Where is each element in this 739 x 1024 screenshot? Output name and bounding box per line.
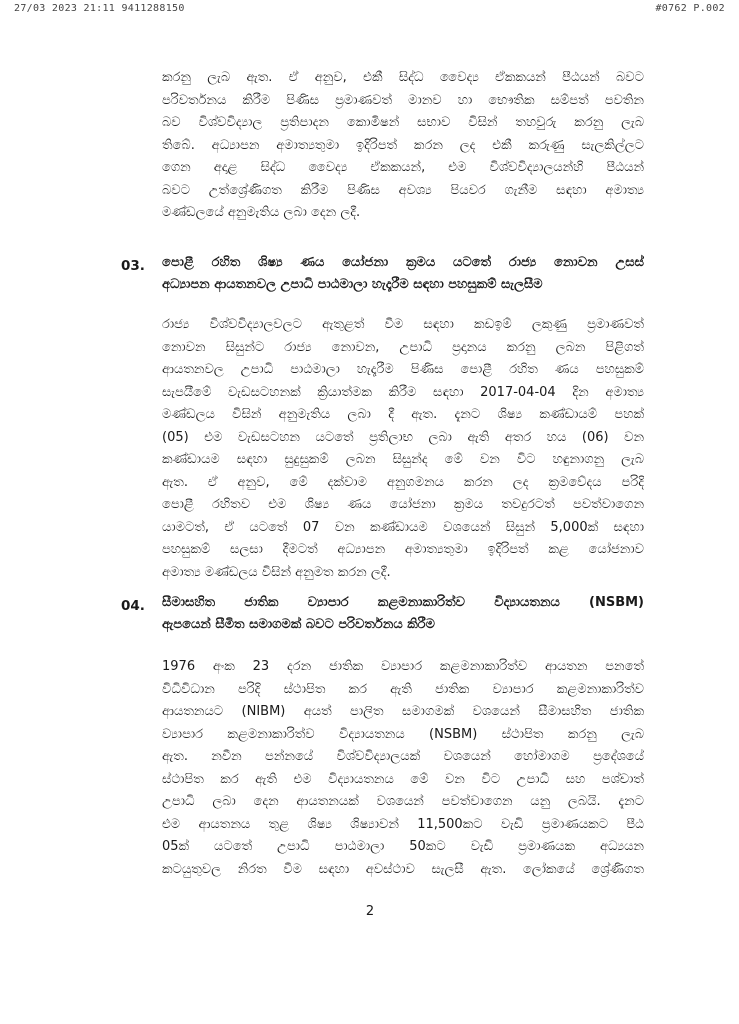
text-line: මණ්ඩලයේ අනුමැතිය ලබා දෙන ලදී. xyxy=(162,205,361,220)
text-line: ගෙන අදාළ සිද්ධ වෛද්‍ය ඒකකයන්, එම විශ්වවිද්‍යාලයන්හි පීඨයන් xyxy=(162,160,644,175)
section-number: 03. xyxy=(121,258,145,274)
fax-header xyxy=(14,3,725,17)
text-line: ආයතනයට (NIBM) අයත් පාලිත සමාගමක් වශයෙන් සීමාසහිත ජාතික xyxy=(162,704,644,719)
intro-paragraph xyxy=(162,67,644,225)
text-line: පොළී රහිතව එම ශිෂ්‍ය ණය යෝජනා ක්‍රමය තවදුරටත් පවත්වාගෙන xyxy=(162,497,644,512)
text-line: විධිවිධාන පරිදි ස්ථාපිත කර ඇති ජාතික ව්‍යාපාර කළමනාකාරිත්ව xyxy=(162,681,644,697)
section-number: 04. xyxy=(121,598,145,614)
text-line: රාජ්‍ය විශ්වවිද්‍යාලවලට ඇතුළත් වීම සඳහා කඩඉම් ලකුණු ප්‍රමාණවත් xyxy=(162,317,644,332)
title-line: සීමාසහිත ජාතික ව්‍යාපාර කළමනාකාරිත්ව විද්‍යායතනය (NSBM) xyxy=(162,595,644,610)
title-line: පොළී රහිත ශිෂ්‍ය ණය යෝජනා ක්‍රමය යටතේ රාජ්‍ය නොවන උසස් xyxy=(162,255,644,270)
section-body xyxy=(162,314,644,584)
text-line: කණ්ඩායම සඳහා සුදුසුකම් ලබන සිසුන්ද මේ වන විට හඳුනාගනු ලැබ xyxy=(162,452,644,467)
text-line: ව්‍යාපාර කළමනාකාරිත්ව විද්‍යායතනය (NSBM) ස්ථාපිත කරනු ලැබ xyxy=(162,726,644,742)
page-number: 2 xyxy=(365,904,375,919)
text-line: එම ආයතනය තුළ ශිෂ්‍ය ශිෂ්‍යාවන් 11,500කට වැඩි ප්‍රමාණයකට පීඨ xyxy=(162,816,644,832)
text-line: යාමටත්, ඒ යටතේ 07 වන කණ්ඩායම වශයෙන් සිසුන් 5,000ක් සඳහා xyxy=(162,519,644,535)
text-line: නොවන සිසුන්ට රාජ්‍ය නොවන, උපාධි ප්‍රදානය කරනු ලබන පිළිගත් xyxy=(162,339,644,355)
section-title xyxy=(162,252,644,296)
text-line: කරනු ලැබ ඇත. ඒ අනුව, එකී සිද්ධ වෛද්‍ය ඒකකයන් පීඨයන් බවට xyxy=(162,70,644,85)
text-line: තිබේ. අධ්‍යාපන අමාත්‍යතුමා ඉදිරිපත් කරන ලද එකී කරුණු සැලකිල්ලට xyxy=(162,137,644,153)
section-body xyxy=(162,656,644,881)
text-line: පරිවර්තනය කිරීම පිණිස ප්‍රමාණවත් මානව හා භෞතික සම්පත් පවතින xyxy=(162,92,644,108)
fax-timestamp: 27/03 2023 21:11 9411288150 xyxy=(14,3,185,14)
text-line: ඇත. නවීන පන්නයේ විශ්වවිද්‍යාලයක් වශයෙන් හෝමාගම ප්‍රදේශයේ xyxy=(162,749,644,764)
fax-page-ref: #0762 P.002 xyxy=(655,3,725,14)
text-line: බවට උත්ශ්‍රේණිගත කිරීම පිණිස අවශ්‍ය පියවර ගැනීම සඳහා අමාත්‍ය xyxy=(162,182,644,198)
text-line: බව විශ්වවිද්‍යාල ප්‍රතිපාදන කොමිෂන් සභාව විසින් තහවුරු කරනු ලැබ xyxy=(162,115,644,130)
title-line: අධ්‍යාපන ආයතනවල උපාධි පාඨමාලා හැදෑරීම සඳහා පහසුකම් සැලසීම xyxy=(162,277,543,292)
text-line: අමාත්‍ය මණ්ඩලය විසින් අනුමත කරන ලදී. xyxy=(162,564,391,580)
text-line: කටයුතුවල නිරත වීම සඳහා අවස්ථාව සැලසී ඇත. ලෝකයේ ශ්‍රේණිගත xyxy=(162,861,644,877)
text-line: මණ්ඩලය විසින් අනුමැතිය ලබා දී ඇත. දැනට ශිෂ්‍ය කණ්ඩායම් පහක් xyxy=(162,407,644,422)
text-line: උපාධි ලබා දෙන ආයතනයක් වශයෙන් පවත්වාගෙන යනු ලබයි. දැනට xyxy=(162,794,644,809)
text-line: ස්ථාපිත කර ඇති එම විද්‍යායතනය මේ වන විට උපාධි සහ පශ්චාත් xyxy=(162,771,644,787)
text-line: ඇත. ඒ අනුව, මේ දක්වාම අනුගමනය කරන ලද ක්‍රමවේදය පරිදි xyxy=(162,474,644,490)
text-line: ආයතනවල උපාධි පාඨමාලා හැදෑරීම පිණිස පොළී රහිත ණය පහසුකම් xyxy=(162,362,644,377)
text-line: (05) එම වැඩසටහන යටතේ ප්‍රතිලාභ ලබා ඇති අතර හය (06) වන xyxy=(162,429,644,445)
section-title xyxy=(162,592,644,636)
text-line: 1976 අංක 23 දරන ජාතික ව්‍යාපාර කළමනාකාරිත්ව ආයතන පනතේ xyxy=(162,659,644,674)
title-line: ඇපයෙන් සීමිත සමාගමක් බවට පරිවර්තනය කිරීම xyxy=(162,617,435,632)
text-line: පහසුකම් සලසා දීමටත් අධ්‍යාපන අමාත්‍යතුමා ඉදිරිපත් කළ යෝජනාව xyxy=(162,542,644,557)
text-line: සැපයීමේ වැඩසටහනක් ක්‍රියාත්මක කිරීම සඳහා 2017-04-04 දින අමාත්‍ය xyxy=(162,384,644,400)
text-line: 05ක් යටතේ උපාධි පාඨමාලා 50කට වැඩි ප්‍රමාණයක අධ්‍යයන xyxy=(162,839,644,854)
